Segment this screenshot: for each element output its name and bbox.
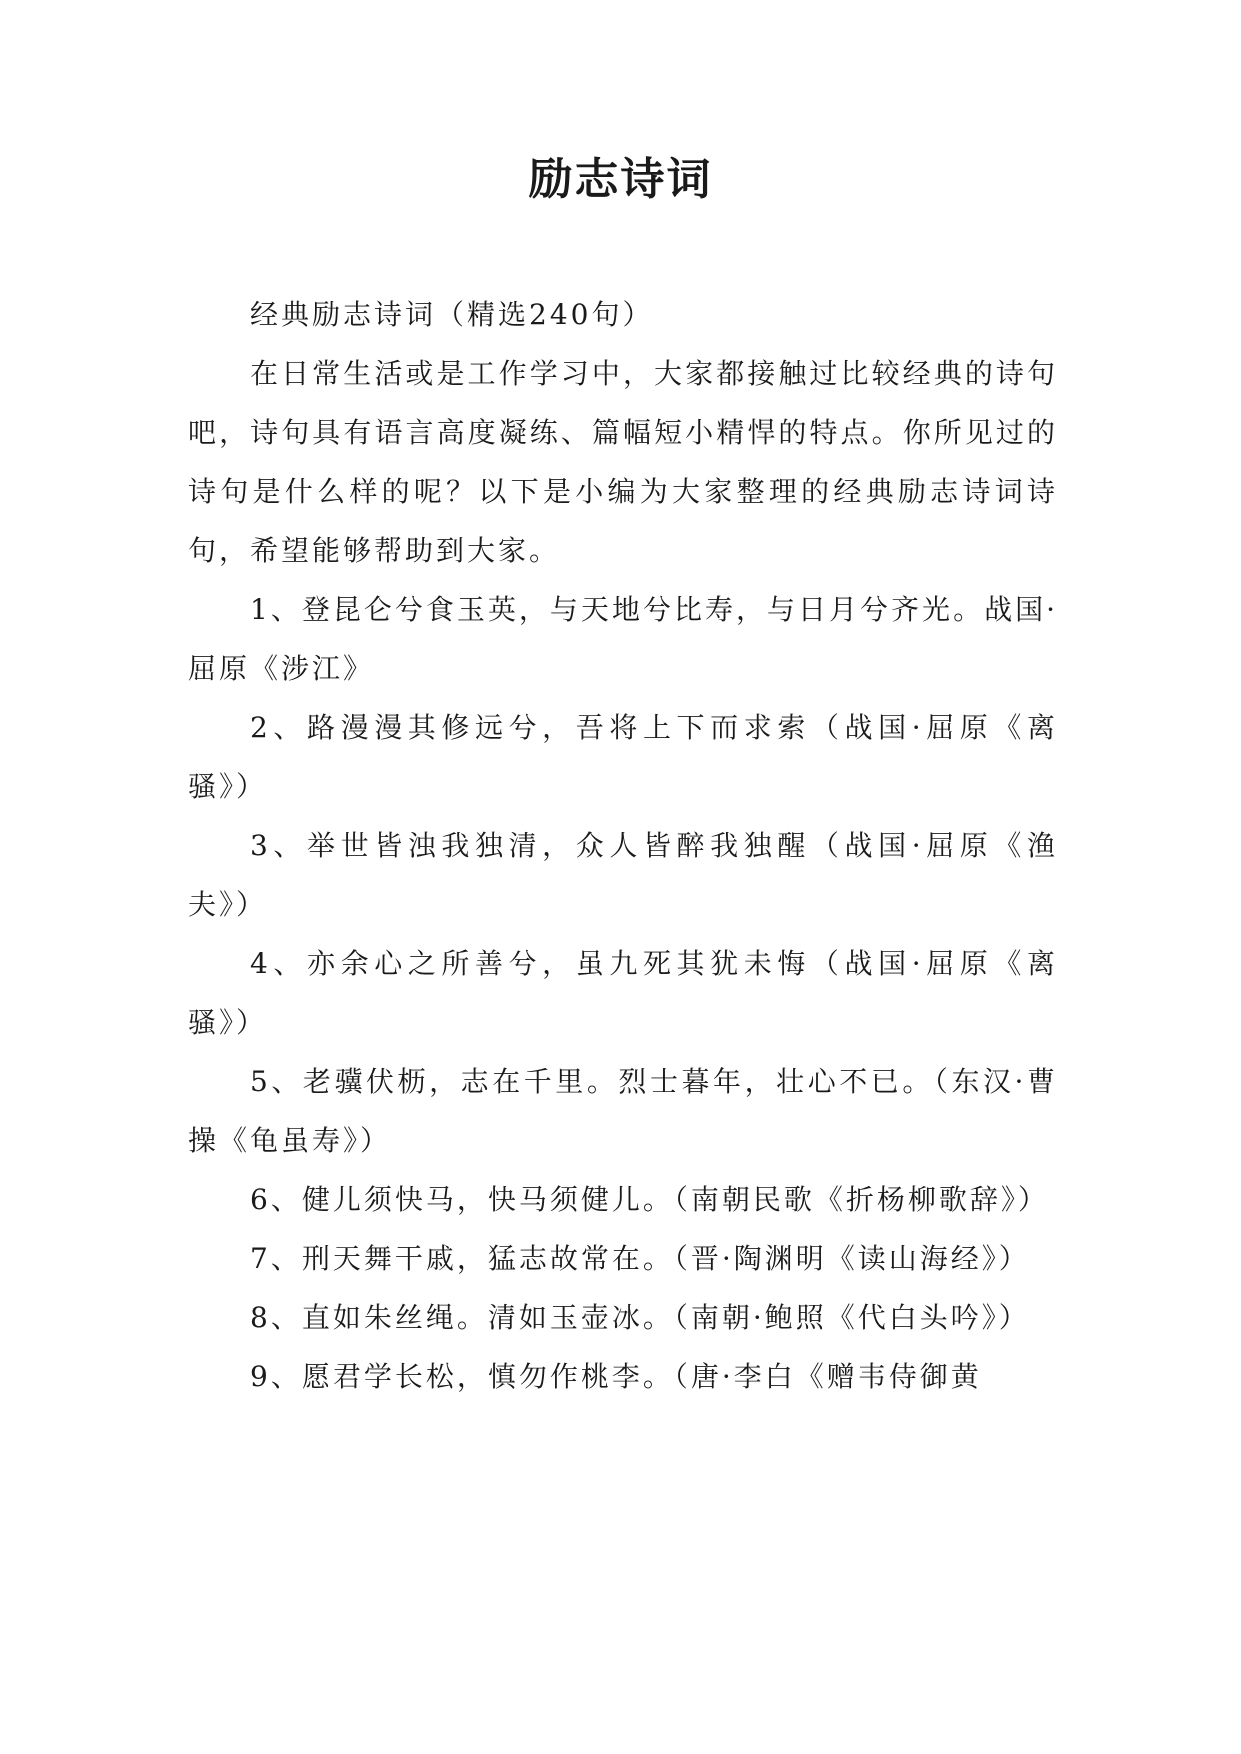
subtitle-paragraph: 经典励志诗词（精选240句） [250, 298, 654, 331]
poem-item-8: 8、直如朱丝绳。清如玉壶冰。（南朝·鲍照《代白头吟》） [250, 1301, 1030, 1334]
document-body [188, 285, 1058, 1406]
poem-item-7: 7、刑天舞干戚，猛志故常在。（晋·陶渊明《读山海经》） [250, 1242, 1030, 1275]
document-title: 励志诗词 [528, 154, 713, 205]
poem-item-1: 1、登昆仑兮食玉英，与天地兮比寿，与日月兮齐光。战国·屈原《涉江》 [188, 593, 1058, 685]
poem-item-6: 6、健儿须快马，快马须健儿。（南朝民歌《折杨柳歌辞》） [250, 1183, 1049, 1216]
poem-item-5: 5、老骥伏枥，志在千里。烈士暮年，壮心不已。（东汉·曹操《龟虽寿》） [188, 1065, 1058, 1157]
poem-item-4: 4、亦余心之所善兮，虽九死其犹未悔（战国·屈原《离骚》） [188, 947, 1058, 1039]
poem-item-9: 9、愿君学长松，慎勿作桃李。（唐·李白《赠韦侍御黄 [250, 1360, 982, 1393]
intro-paragraph: 在日常生活或是工作学习中，大家都接触过比较经典的诗句吧，诗句具有语言高度凝练、篇幅短小精悍的特点。你所见过的诗句是什么样的呢？以下是小编为大家整理的经典励志诗词诗句，希望能够帮助到大家。 [188, 357, 1058, 567]
poem-item-2: 2、路漫漫其修远兮，吾将上下而求索（战国·屈原《离骚》） [188, 711, 1058, 803]
poem-item-3: 3、举世皆浊我独清，众人皆醉我独醒（战国·屈原《渔夫》） [188, 829, 1058, 921]
